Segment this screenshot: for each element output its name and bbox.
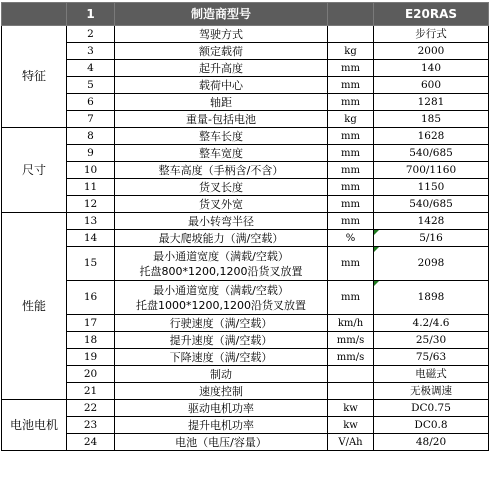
row-unit: mm: [328, 145, 374, 162]
row-item: 货叉长度: [115, 179, 328, 196]
row-value: 2098: [374, 247, 489, 281]
table-row: [2, 281, 489, 315]
row-item: 行驶速度（满/空载）: [115, 315, 328, 332]
row-item: 整车高度（手柄含/不含）: [115, 162, 328, 179]
row-unit: [328, 383, 374, 400]
table-row: [2, 60, 489, 77]
row-unit: km/h: [328, 315, 374, 332]
row-unit: mm: [328, 60, 374, 77]
row-num: 13: [67, 213, 115, 230]
row-num: 5: [67, 77, 115, 94]
row-num: 8: [67, 128, 115, 145]
row-item: 提升电机功率: [115, 417, 328, 434]
row-item: 额定载荷: [115, 43, 328, 60]
row-item: 制动: [115, 366, 328, 383]
row-unit: mm: [328, 162, 374, 179]
row-unit: mm/s: [328, 332, 374, 349]
row-value: 185: [374, 111, 489, 128]
row-num: 24: [67, 434, 115, 451]
table-row: [2, 417, 489, 434]
row-value: 600: [374, 77, 489, 94]
row-value: 1428: [374, 213, 489, 230]
row-item: 速度控制: [115, 383, 328, 400]
row-unit: kg: [328, 111, 374, 128]
table-row: [2, 94, 489, 111]
table-row: [2, 383, 489, 400]
row-unit: [328, 366, 374, 383]
row-item: 整车宽度: [115, 145, 328, 162]
row-item: 电池（电压/容量）: [115, 434, 328, 451]
table-row: [2, 43, 489, 60]
row-value: 48/20: [374, 434, 489, 451]
table-row: [2, 349, 489, 366]
header-unit-cell: [328, 3, 374, 26]
header-value: E20RAS: [374, 3, 489, 26]
row-item: 载荷中心: [115, 77, 328, 94]
row-unit: mm: [328, 128, 374, 145]
row-value: 5/16: [374, 230, 489, 247]
row-num: 18: [67, 332, 115, 349]
table-row: [2, 247, 489, 281]
row-unit: mm: [328, 179, 374, 196]
table-row: [2, 332, 489, 349]
header-row: [2, 3, 489, 26]
row-item: 驱动电机功率: [115, 400, 328, 417]
row-item: 重量-包括电池: [115, 111, 328, 128]
row-num: 6: [67, 94, 115, 111]
header-item: 制造商型号: [115, 3, 328, 26]
row-unit: kw: [328, 400, 374, 417]
table-row: [2, 128, 489, 145]
row-num: 20: [67, 366, 115, 383]
row-num: 16: [67, 281, 115, 315]
row-value: 540/685: [374, 196, 489, 213]
row-unit: mm: [328, 281, 374, 315]
row-unit: mm: [328, 77, 374, 94]
row-num: 15: [67, 247, 115, 281]
row-item: [115, 281, 328, 315]
header-num: 1: [67, 3, 115, 26]
row-unit: [328, 26, 374, 43]
row-value: 700/1160: [374, 162, 489, 179]
row-value: 1150: [374, 179, 489, 196]
row-value: 1281: [374, 94, 489, 111]
row-unit: mm: [328, 213, 374, 230]
spec-table: [1, 2, 489, 451]
row-item: [115, 247, 328, 281]
row-item: 下降速度（满/空载）: [115, 349, 328, 366]
row-num: 10: [67, 162, 115, 179]
row-item: 最大爬坡能力（满/空载）: [115, 230, 328, 247]
row-num: 3: [67, 43, 115, 60]
table-row: [2, 366, 489, 383]
row-value: 1898: [374, 281, 489, 315]
table-row: [2, 111, 489, 128]
row-value: 540/685: [374, 145, 489, 162]
row-num: 14: [67, 230, 115, 247]
row-unit: mm: [328, 196, 374, 213]
row-value: 1628: [374, 128, 489, 145]
row-value: 140: [374, 60, 489, 77]
table-row: [2, 213, 489, 230]
row-item: 最小转弯半径: [115, 213, 328, 230]
row-value: DC0.8: [374, 417, 489, 434]
row-num: 17: [67, 315, 115, 332]
table-row: [2, 434, 489, 451]
row-unit: mm: [328, 247, 374, 281]
row-item: 提升速度（满/空载）: [115, 332, 328, 349]
row-num: 9: [67, 145, 115, 162]
category-dimensions: 尺寸: [2, 128, 67, 213]
row-value: 2000: [374, 43, 489, 60]
row-value: 电磁式: [374, 366, 489, 383]
row-unit: V/Ah: [328, 434, 374, 451]
row-num: 22: [67, 400, 115, 417]
category-features: 特征: [2, 26, 67, 128]
row-item: 轴距: [115, 94, 328, 111]
row-item: 货叉外宽: [115, 196, 328, 213]
row-item-line: 托盘800*1200,1200沿货叉放置: [139, 264, 303, 278]
row-unit: mm/s: [328, 349, 374, 366]
row-value: 步行式: [374, 26, 489, 43]
table-row: [2, 230, 489, 247]
row-item: 驾驶方式: [115, 26, 328, 43]
category-performance: 性能: [2, 213, 67, 400]
table-row: [2, 196, 489, 213]
row-value: 25/30: [374, 332, 489, 349]
table-row: [2, 315, 489, 332]
row-value: 无极调速: [374, 383, 489, 400]
row-value: 75/63: [374, 349, 489, 366]
row-item-line: 最小通道宽度（满载/空载）: [153, 283, 289, 297]
row-item-line: 托盘1000*1200,1200沿货叉放置: [136, 298, 306, 312]
row-num: 12: [67, 196, 115, 213]
row-num: 19: [67, 349, 115, 366]
row-num: 4: [67, 60, 115, 77]
row-num: 7: [67, 111, 115, 128]
row-value: DC0.75: [374, 400, 489, 417]
row-item: 起升高度: [115, 60, 328, 77]
row-item: 整车长度: [115, 128, 328, 145]
table-row: [2, 400, 489, 417]
row-unit: kw: [328, 417, 374, 434]
row-unit: mm: [328, 94, 374, 111]
header-category-cell: [2, 3, 67, 26]
table-row: [2, 26, 489, 43]
row-value: 4.2/4.6: [374, 315, 489, 332]
row-num: 21: [67, 383, 115, 400]
row-unit: %: [328, 230, 374, 247]
row-item-line: 最小通道宽度（满载/空载）: [153, 249, 289, 263]
category-battery-motor: 电池电机: [2, 400, 67, 451]
row-num: 2: [67, 26, 115, 43]
row-num: 23: [67, 417, 115, 434]
row-unit: kg: [328, 43, 374, 60]
table-row: [2, 145, 489, 162]
row-num: 11: [67, 179, 115, 196]
table-row: [2, 77, 489, 94]
table-row: [2, 162, 489, 179]
table-row: [2, 179, 489, 196]
